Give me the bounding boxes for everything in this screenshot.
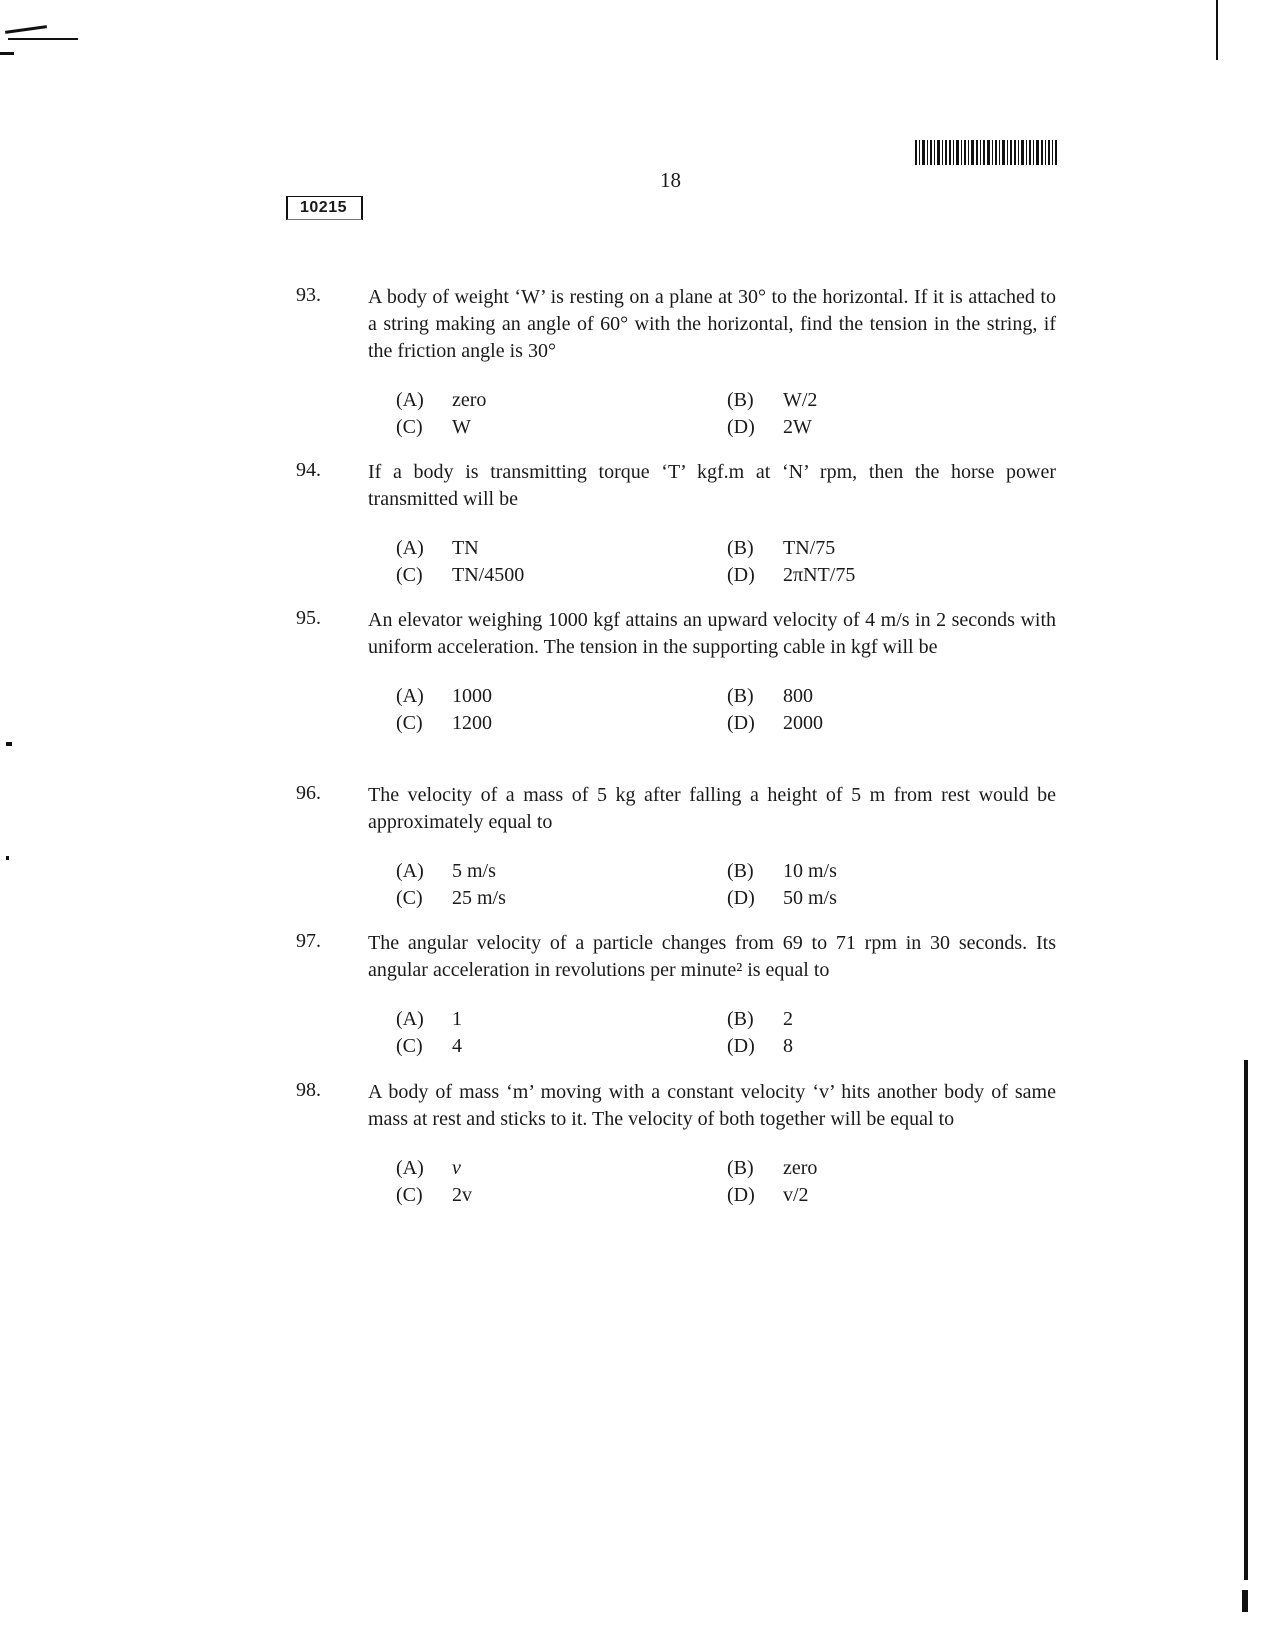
barcode-image bbox=[915, 140, 1057, 165]
options-grid bbox=[396, 1155, 1016, 1209]
scan-mark-top-left bbox=[5, 25, 47, 34]
option-b[interactable] bbox=[727, 1155, 1016, 1182]
option-value: 1200 bbox=[452, 712, 492, 734]
option-a[interactable] bbox=[396, 683, 727, 710]
question-98 bbox=[296, 1079, 1056, 1209]
option-label: (C) bbox=[396, 1035, 423, 1057]
option-label: (A) bbox=[396, 1157, 424, 1179]
option-value: zero bbox=[783, 1157, 818, 1179]
option-label: (C) bbox=[396, 887, 423, 909]
question-number: 97. bbox=[296, 930, 321, 952]
option-c[interactable] bbox=[396, 562, 727, 589]
option-label: (C) bbox=[396, 712, 423, 734]
option-a[interactable] bbox=[396, 535, 727, 562]
option-value: 50 m/s bbox=[783, 887, 837, 909]
question-number: 96. bbox=[296, 782, 321, 804]
scan-mark-top-left-2 bbox=[8, 38, 78, 40]
question-number: 98. bbox=[296, 1079, 321, 1101]
question-number: 94. bbox=[296, 459, 321, 481]
option-value: 2 bbox=[783, 1008, 793, 1030]
scan-dot-bottom bbox=[1242, 1590, 1248, 1612]
option-value: TN/4500 bbox=[452, 564, 525, 586]
scan-edge-right-top bbox=[1216, 0, 1218, 60]
question-text: If a body is transmitting torque ‘T’ kgf.m at ‘N’ rpm, then the horse power transmitted will be bbox=[368, 461, 1056, 510]
option-d[interactable] bbox=[727, 562, 1016, 589]
option-value: 2W bbox=[783, 416, 812, 438]
option-value: 5 m/s bbox=[452, 860, 496, 882]
question-96 bbox=[296, 782, 1056, 912]
option-value: 4 bbox=[452, 1035, 462, 1057]
page-number: 18 bbox=[660, 168, 681, 192]
question-text: The velocity of a mass of 5 kg after falling a height of 5 m from rest would be approximately equal to bbox=[368, 784, 1056, 833]
option-b[interactable] bbox=[727, 858, 1016, 885]
options-grid bbox=[396, 683, 1016, 737]
option-b[interactable] bbox=[727, 535, 1016, 562]
option-value: W bbox=[452, 416, 471, 438]
option-label: (D) bbox=[727, 564, 755, 586]
option-a[interactable] bbox=[396, 1006, 727, 1033]
option-d[interactable] bbox=[727, 1033, 1016, 1060]
option-label: (A) bbox=[396, 860, 424, 882]
option-label: (A) bbox=[396, 685, 424, 707]
question-text: A body of mass ‘m’ moving with a constant velocity ‘v’ hits another body of same mass at rest and sticks to it. The velocity of both together will be equal to bbox=[368, 1081, 1056, 1130]
scan-dot-left-2 bbox=[6, 856, 9, 860]
option-value: 25 m/s bbox=[452, 887, 506, 909]
option-value: 8 bbox=[783, 1035, 793, 1057]
option-value: 10 m/s bbox=[783, 860, 837, 882]
question-text: The angular velocity of a particle changes from 69 to 71 rpm in 30 seconds. Its angular acceleration in revolutions per minute² is equal to bbox=[368, 932, 1056, 981]
option-b[interactable] bbox=[727, 387, 1016, 414]
options-grid bbox=[396, 387, 1016, 441]
option-value: 1000 bbox=[452, 685, 492, 707]
option-value: 1 bbox=[452, 1008, 462, 1030]
option-d[interactable] bbox=[727, 1182, 1016, 1209]
option-label: (C) bbox=[396, 416, 423, 438]
question-text: An elevator weighing 1000 kgf attains an upward velocity of 4 m/s in 2 seconds with uniform acceleration. The tension in the supporting cable in kgf will be bbox=[368, 609, 1056, 658]
option-b[interactable] bbox=[727, 1006, 1016, 1033]
option-value: 2v bbox=[452, 1184, 472, 1206]
option-value: TN bbox=[452, 537, 479, 559]
question-97 bbox=[296, 930, 1056, 1060]
option-c[interactable] bbox=[396, 1033, 727, 1060]
option-label: (D) bbox=[727, 887, 755, 909]
option-label: (B) bbox=[727, 389, 754, 411]
option-value: 2πNT/75 bbox=[783, 564, 856, 586]
option-d[interactable] bbox=[727, 885, 1016, 912]
option-label: (B) bbox=[727, 1008, 754, 1030]
question-94 bbox=[296, 459, 1056, 589]
option-value: v/2 bbox=[783, 1184, 809, 1206]
option-c[interactable] bbox=[396, 1182, 727, 1209]
option-a[interactable] bbox=[396, 858, 727, 885]
option-a[interactable] bbox=[396, 387, 727, 414]
option-label: (B) bbox=[727, 537, 754, 559]
option-label: (B) bbox=[727, 685, 754, 707]
scan-edge-right-bottom bbox=[1244, 1060, 1248, 1580]
option-d[interactable] bbox=[727, 414, 1016, 441]
options-grid bbox=[396, 1006, 1016, 1060]
option-a[interactable] bbox=[396, 1155, 727, 1182]
question-number: 95. bbox=[296, 607, 321, 629]
option-value: W/2 bbox=[783, 389, 818, 411]
option-label: (D) bbox=[727, 1184, 755, 1206]
option-label: (A) bbox=[396, 537, 424, 559]
option-c[interactable] bbox=[396, 414, 727, 441]
option-label: (D) bbox=[727, 416, 755, 438]
option-c[interactable] bbox=[396, 885, 727, 912]
option-d[interactable] bbox=[727, 710, 1016, 737]
option-label: (C) bbox=[396, 1184, 423, 1206]
option-label: (B) bbox=[727, 1157, 754, 1179]
scan-mark-top-left-3 bbox=[0, 52, 14, 55]
option-value: v bbox=[452, 1157, 461, 1179]
option-value: 2000 bbox=[783, 712, 823, 734]
question-93 bbox=[296, 284, 1056, 441]
option-value: zero bbox=[452, 389, 487, 411]
option-label: (A) bbox=[396, 389, 424, 411]
options-grid bbox=[396, 858, 1016, 912]
scan-dot-left-1 bbox=[6, 742, 12, 746]
option-label: (D) bbox=[727, 1035, 755, 1057]
option-label: (D) bbox=[727, 712, 755, 734]
question-number: 93. bbox=[296, 284, 321, 306]
option-b[interactable] bbox=[727, 683, 1016, 710]
paper-code-box: 10215 bbox=[286, 196, 363, 220]
option-value: TN/75 bbox=[783, 537, 836, 559]
question-text: A body of weight ‘W’ is resting on a plane at 30° to the horizontal. If it is attached to a string making an angle of 60° with the horizontal, find the tension in the string, if the friction angle is 30° bbox=[368, 286, 1056, 362]
option-label: (A) bbox=[396, 1008, 424, 1030]
option-value: 800 bbox=[783, 685, 813, 707]
options-grid bbox=[396, 535, 1016, 589]
option-c[interactable] bbox=[396, 710, 727, 737]
option-label: (C) bbox=[396, 564, 423, 586]
question-95 bbox=[296, 607, 1056, 737]
option-label: (B) bbox=[727, 860, 754, 882]
